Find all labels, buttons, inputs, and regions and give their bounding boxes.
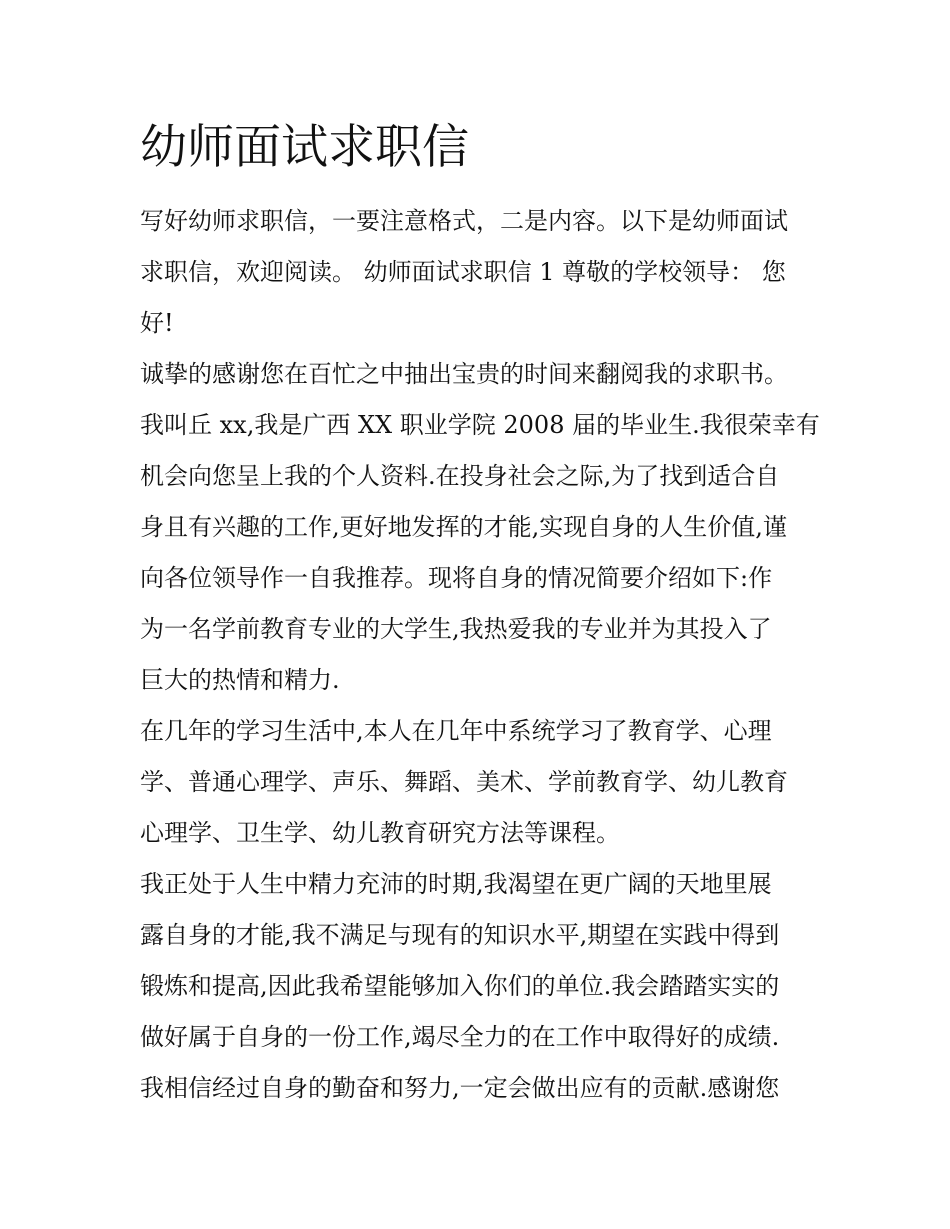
text-line: 在几年的学习生活中,本人在几年中系统学习了教育学、心理 [140, 717, 772, 745]
text-line: 我叫丘 xx,我是广西 XX 职业学院 2008 届的毕业生.我很荣幸有 [140, 411, 820, 439]
text-line: 学、普通心理学、声乐、舞蹈、美术、学前教育学、幼儿教育 [140, 768, 788, 796]
text-line: 我相信经过自身的勤奋和努力,一定会做出应有的贡献.感谢您 [140, 1074, 780, 1102]
text-line: 做好属于自身的一份工作,竭尽全力的在工作中取得好的成绩. [140, 1023, 780, 1051]
document-body [140, 196, 820, 1114]
text-line: 身且有兴趣的工作,更好地发挥的才能,实现自身的人生价值,谨 [140, 513, 787, 541]
text-line: 向各位领导作一自我推荐。现将自身的情况简要介绍如下:作 [140, 564, 773, 592]
text-line: 锻炼和提高,因此我希望能够加入你们的单位.我会踏踏实实的 [140, 972, 780, 1000]
text-line: 诚挚的感谢您在百忙之中抽出宝贵的时间来翻阅我的求职书。 [140, 360, 788, 388]
text-line: 为一名学前教育专业的大学生,我热爱我的专业并为其投入了 [140, 615, 772, 643]
text-line: 心理学、卫生学、幼儿教育研究方法等课程。 [140, 819, 620, 847]
text-line: 好! [140, 309, 174, 337]
text-line: 写好幼师求职信，一要注意格式，二是内容。以下是幼师面试 [140, 207, 788, 235]
text-line: 我正处于人生中精力充沛的时期,我渴望在更广阔的天地里展 [140, 870, 772, 898]
text-line: 露自身的才能,我不满足与现有的知识水平,期望在实践中得到 [140, 921, 780, 949]
document-title: 幼师面试求职信 [140, 120, 469, 175]
text-line: 巨大的热情和精力. [140, 666, 340, 694]
text-line: 求职信，欢迎阅读。 幼师面试求职信 1 尊敬的学校领导： 您 [140, 258, 786, 286]
text-line: 机会向您呈上我的个人资料.在投身社会之际,为了找到适合自 [140, 462, 780, 490]
